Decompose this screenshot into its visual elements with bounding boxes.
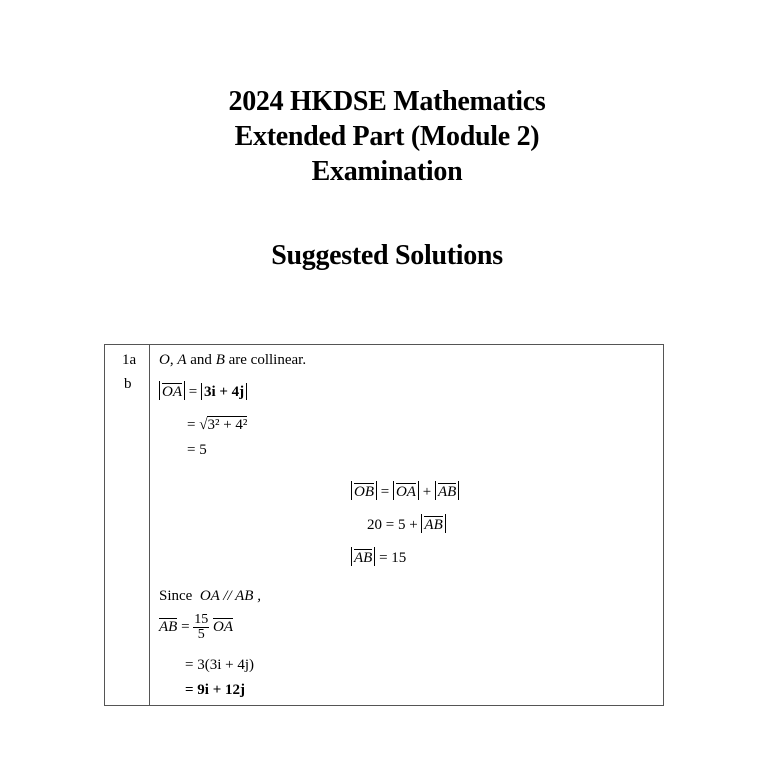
question-1b-label: b (124, 376, 132, 392)
fraction-15-over-5: $\frac{15}{5}$ (194, 612, 209, 642)
since-line: Since OA // AB , (159, 588, 261, 604)
vector-oa: OA (162, 384, 182, 400)
oa-magnitude-line: OA = 3i + 4j (159, 381, 247, 400)
question-1a-label: 1a (122, 352, 137, 368)
eq-15-line: AB = 15 (351, 547, 406, 566)
column-divider (149, 345, 150, 705)
subtitle: Suggested Solutions (271, 240, 503, 271)
eq-3-line: = 3(3i + 4j) (185, 657, 254, 673)
ob-sum-line: OB = OA + AB (351, 481, 459, 500)
solution-table (104, 344, 664, 706)
title-line-1: 2024 HKDSE Mathematics (228, 86, 546, 117)
title-line-2: Extended Part (Module 2) (234, 121, 540, 152)
eq-20-line: 20 = 5 + AB (367, 514, 446, 533)
ab-fraction-line: AB = $\frac{15}{5}$ OA (159, 612, 234, 642)
vector-3i-4j: 3i + 4j (201, 383, 247, 400)
eq-9-line: = 9i + 12j (185, 682, 246, 698)
eq-5-line: = 5 (187, 442, 207, 458)
title-line-3: Examination (311, 156, 463, 187)
sqrt-expression: 3² + 4² (207, 417, 248, 433)
q1a-answer: O, A and B are collinear. (159, 352, 307, 368)
sqrt-line: = √3² + 4² (187, 417, 248, 433)
